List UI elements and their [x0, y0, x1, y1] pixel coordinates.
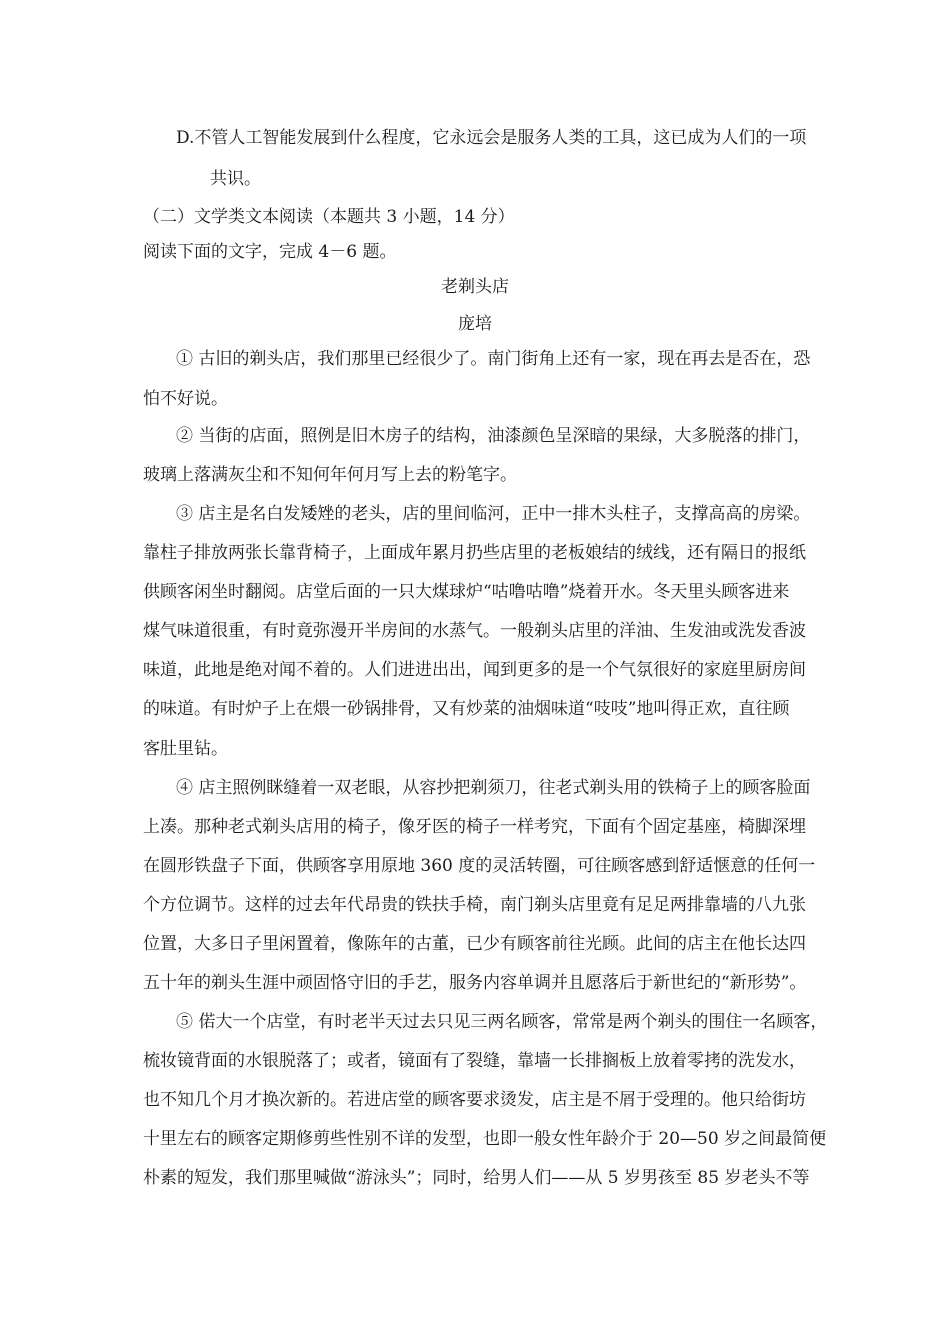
section-instruction: 阅读下面的文字，完成 4－6 题。	[143, 242, 397, 262]
paragraph-line: 朴素的短发，我们那里喊做“游泳头”；同时，给男人们——从 5 岁男孩至 85 岁老头不等	[143, 1168, 810, 1188]
paragraph-line: 供顾客闲坐时翻阅。店堂后面的一只大煤球炉“咕噜咕噜”烧着开水。冬天里头顾客进来	[143, 582, 790, 602]
paragraph-line: ⑤ 偌大一个店堂，有时老半天过去只见三两名顾客，常常是两个剃头的围住一名顾客，	[176, 1012, 828, 1032]
paragraph-line: ② 当街的店面，照例是旧木房子的结构，油漆颜色呈深暗的果绿，大多脱落的排门，	[176, 426, 811, 446]
article-author: 庞培	[458, 314, 492, 334]
paragraph-line: 在圆形铁盘子下面，供顾客享用原地 360 度的灵活转圈，可往顾客感到舒适惬意的任何一	[143, 856, 816, 876]
paragraph-line: 怕不好说。	[143, 389, 228, 409]
paragraph-line: 位置，大多日子里闲置着，像陈年的古董，已少有顾客前往光顾。此间的店主在他长达四	[143, 934, 806, 954]
paragraph-line: 的味道。有时炉子上在煨一砂锅排骨，又有炒菜的油烟味道“吱吱”地叫得正欢，直往顾	[143, 699, 790, 719]
option-d-line-2: 共识。	[210, 169, 261, 189]
option-d-line-1: D.不管人工智能发展到什么程度，它永远会是服务人类的工具，这已成为人们的一项	[176, 128, 807, 148]
paragraph-line: ③ 店主是名白发矮矬的老头，店的里间临河，正中一排木头柱子，支撑高高的房梁。	[176, 504, 811, 524]
paragraph-line: ① 古旧的剃头店，我们那里已经很少了。南门街角上还有一家，现在再去是否在，恐	[176, 349, 811, 369]
paragraph-line: 客肚里钻。	[143, 739, 228, 759]
paragraph-line: 五十年的剃头生涯中顽固恪守旧的手艺，服务内容单调并且愿落后于新世纪的“新形势”。	[143, 973, 807, 993]
paragraph-line: 个方位调节。这样的过去年代昂贵的铁扶手椅，南门剃头店里竟有足足两排靠墙的八九张	[143, 895, 806, 915]
article-title: 老剃头店	[441, 277, 509, 297]
paragraph-line: ④ 店主照例眯缝着一双老眼，从容抄把剃须刀，往老式剃头用的铁椅子上的顾客脸面	[176, 778, 811, 798]
paragraph-line: 玻璃上落满灰尘和不知何年何月写上去的粉笔字。	[143, 465, 517, 485]
paragraph-line: 味道，此地是绝对闻不着的。人们进进出出，闻到更多的是一个气氛很好的家庭里厨房间	[143, 660, 806, 680]
paragraph-line: 十里左右的顾客定期修剪些性别不详的发型，也即一般女性年龄介于 20—50 岁之间最简便	[143, 1129, 827, 1149]
paragraph-line: 梳妆镜背面的水银脱落了；或者，镜面有了裂缝，靠墙一长排搁板上放着零拷的洗发水，	[143, 1051, 806, 1071]
paragraph-line: 上凑。那种老式剃头店用的椅子，像牙医的椅子一样考究，下面有个固定基座，椅脚深埋	[143, 817, 806, 837]
paragraph-line: 靠柱子排放两张长靠背椅子，上面成年累月扔些店里的老板娘结的绒线，还有隔日的报纸	[143, 543, 806, 563]
section-heading: （二）文学类文本阅读（本题共 3 小题，14 分）	[143, 207, 515, 227]
paragraph-line: 也不知几个月才换次新的。若进店堂的顾客要求烫发，店主是不屑于受理的。他只给街坊	[143, 1090, 806, 1110]
paragraph-line: 煤气味道很重，有时竟弥漫开半房间的水蒸气。一般剃头店里的洋油、生发油或洗发香波	[143, 621, 806, 641]
